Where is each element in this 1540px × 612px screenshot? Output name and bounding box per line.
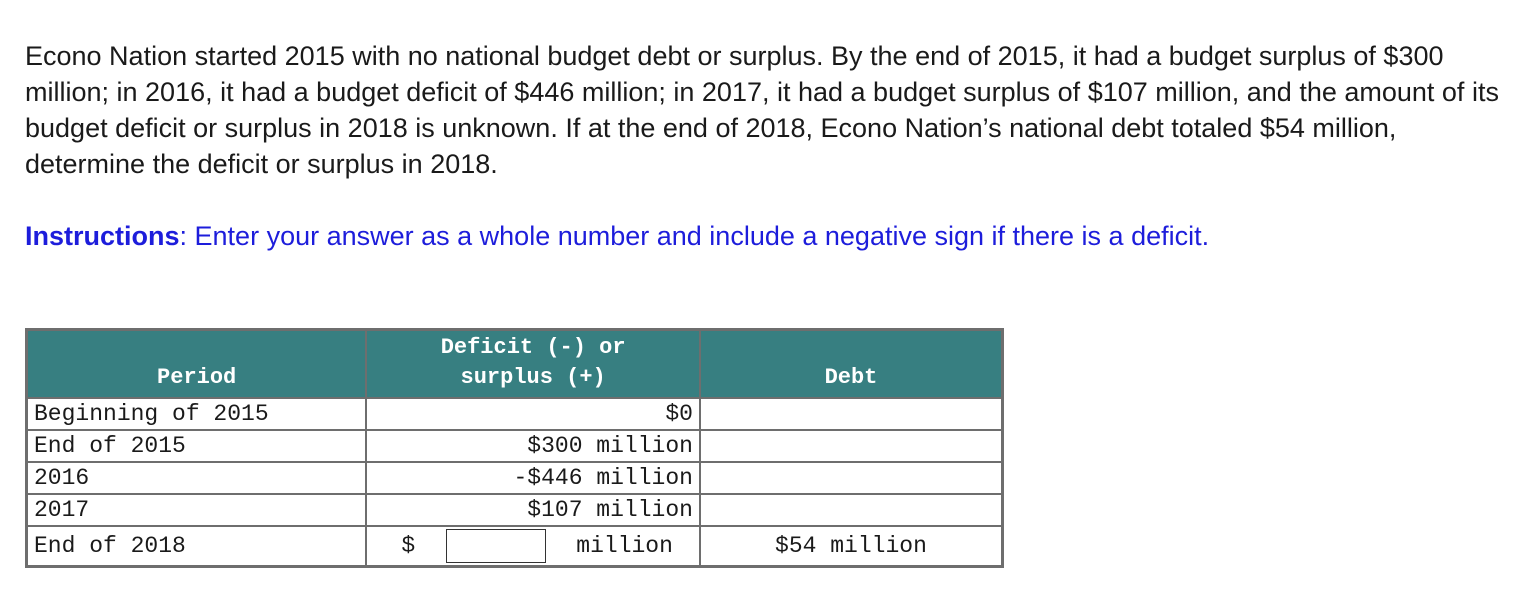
- row-debt: [700, 494, 1003, 526]
- row-period: 2017: [27, 494, 367, 526]
- row-period: Beginning of 2015: [27, 398, 367, 430]
- header-deficit-line2: surplus (+): [460, 365, 606, 390]
- table-row: [27, 430, 1003, 462]
- row-debt: [700, 430, 1003, 462]
- header-deficit-line1: Deficit (-) or: [440, 335, 626, 360]
- row-debt: $54 million: [700, 526, 1003, 567]
- table-header-row: [27, 330, 1003, 399]
- unit-label: million: [576, 533, 673, 559]
- deficit-surplus-2018-input[interactable]: [446, 529, 546, 563]
- instructions-text: Enter your answer as a whole number and include a negative sign if there is a deficit.: [194, 221, 1210, 251]
- question-text: Econo Nation started 2015 with no national budget debt or surplus. By the end of 2015, it had a budget surplus of $300 million; in 2016, it had a budget deficit of $446 million; in 2017, it had a budget surplus of $107 million, and the amount of its budget deficit or surplus in 2018 is unknown. If at the end of 2018, Econo Nation’s national debt totaled $54 million, determine the deficit or surplus in 2018.: [25, 41, 1499, 179]
- instructions-label: Instructions: [25, 221, 180, 251]
- row-period: End of 2018: [27, 526, 367, 567]
- row-debt: [700, 398, 1003, 430]
- table-row-answer: [27, 526, 1003, 567]
- row-deficit: $300 million: [366, 430, 700, 462]
- instructions: [25, 218, 1505, 254]
- row-debt: [700, 462, 1003, 494]
- table-row: [27, 462, 1003, 494]
- table-row: [27, 398, 1003, 430]
- header-debt: Debt: [700, 330, 1003, 399]
- table-row: [27, 494, 1003, 526]
- row-period: End of 2015: [27, 430, 367, 462]
- row-deficit: $107 million: [366, 494, 700, 526]
- row-period: 2016: [27, 462, 367, 494]
- answer-cell: [366, 526, 700, 567]
- instructions-separator: :: [179, 221, 195, 251]
- header-period: Period: [27, 330, 367, 399]
- row-deficit: -$446 million: [366, 462, 700, 494]
- currency-symbol: $: [401, 533, 416, 559]
- row-deficit: $0: [366, 398, 700, 430]
- budget-table: [25, 328, 1004, 568]
- header-deficit: [366, 330, 700, 399]
